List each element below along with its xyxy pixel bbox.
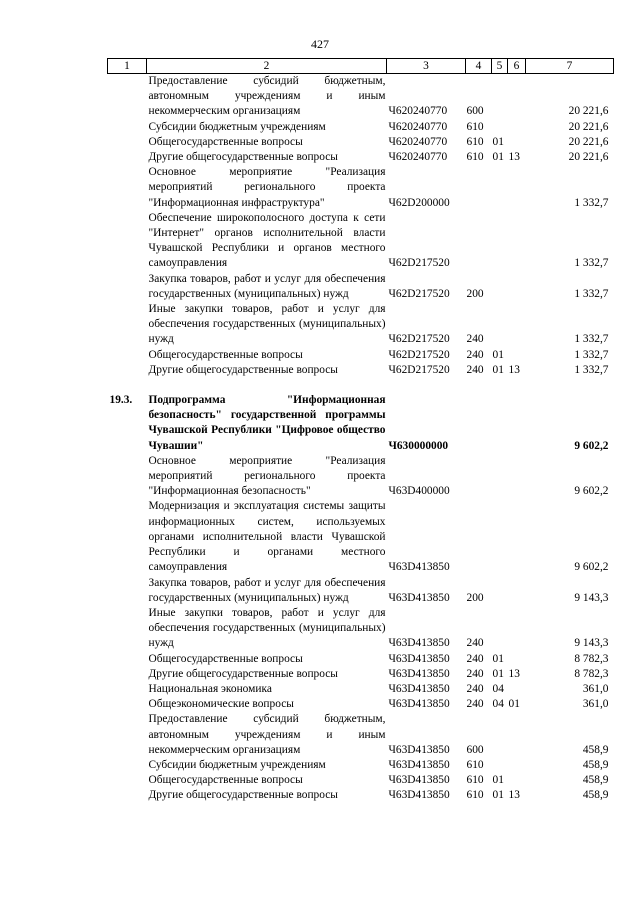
row-description: Общегосударственные вопросы xyxy=(148,348,303,361)
subsection-code xyxy=(508,135,526,150)
expense-type-code: 200 xyxy=(466,591,484,604)
row-number xyxy=(108,788,147,803)
section-spacer xyxy=(108,378,614,393)
row-description: Основное мероприятие "Реализация мероприятий регионального проекта "Информационная инфраструктура" xyxy=(148,166,386,209)
subsection-code xyxy=(508,682,526,697)
subsection-code xyxy=(508,165,526,211)
table-row xyxy=(108,150,614,165)
expense-type-code: 240 xyxy=(466,667,484,680)
table-row xyxy=(108,682,614,697)
table-row xyxy=(108,576,614,606)
section-code: 01 xyxy=(492,348,504,361)
expense-type-code: 240 xyxy=(466,363,484,376)
row-number xyxy=(108,165,147,211)
row-number xyxy=(108,652,147,667)
row-amount: 9 602,2 xyxy=(574,561,609,574)
target-article-code: Ч62D217520 xyxy=(388,257,450,270)
row-description: Общегосударственные вопросы xyxy=(148,774,303,787)
section-code: 01 xyxy=(492,135,504,148)
expense-type-code: 600 xyxy=(466,743,484,756)
row-amount: 9 602,2 xyxy=(574,485,609,498)
table-row xyxy=(108,606,614,652)
row-number xyxy=(108,499,147,575)
subsection-code: 01 xyxy=(508,698,520,711)
row-description: Обеспечение широкополосного доступа к сети "Интернет" органов исполнительной власти Чувашской Республики и органов местного самоуправления xyxy=(148,211,386,270)
table-row xyxy=(108,393,614,454)
expense-type-code: 600 xyxy=(466,105,484,118)
row-description: Другие общегосударственные вопросы xyxy=(148,789,338,802)
row-description: Другие общегосударственные вопросы xyxy=(148,151,338,164)
row-description: Иные закупки товаров, работ и услуг для обеспечения государственных (муниципальных) нужд xyxy=(148,606,386,650)
row-number xyxy=(108,667,147,682)
column-header: 1 xyxy=(108,59,147,74)
table-row xyxy=(108,667,614,682)
row-amount: 458,9 xyxy=(582,774,609,787)
row-description: Субсидии бюджетным учреждениям xyxy=(148,758,326,771)
column-header: 7 xyxy=(526,59,614,74)
subsection-code: 13 xyxy=(508,667,520,680)
target-article-code: Ч620240770 xyxy=(388,105,448,118)
row-number xyxy=(108,758,147,773)
row-description: Другие общегосударственные вопросы xyxy=(148,667,338,680)
section-code xyxy=(492,606,508,652)
spacer-cell xyxy=(108,378,614,393)
row-description: Общегосударственные вопросы xyxy=(148,652,303,665)
row-amount: 1 332,7 xyxy=(574,348,609,361)
subsection-code xyxy=(508,758,526,773)
expense-type-code: 240 xyxy=(466,652,484,665)
target-article-code: Ч620240770 xyxy=(388,151,448,164)
target-article-code: Ч63D413850 xyxy=(388,561,450,574)
section-code: 01 xyxy=(492,667,504,680)
row-amount: 458,9 xyxy=(582,758,609,771)
row-number xyxy=(108,363,147,378)
subsection-code: 13 xyxy=(508,151,520,164)
row-number xyxy=(108,120,147,135)
budget-table xyxy=(107,58,614,804)
table-row xyxy=(108,135,614,150)
column-header: 6 xyxy=(508,59,526,74)
expense-type-code: 200 xyxy=(466,287,484,300)
expense-type-code: 610 xyxy=(466,120,484,133)
section-code: 01 xyxy=(492,652,504,665)
row-amount: 458,9 xyxy=(582,743,609,756)
row-number xyxy=(108,348,147,363)
target-article-code: Ч62D217520 xyxy=(388,333,450,346)
expense-type-code: 240 xyxy=(466,637,484,650)
row-description: Модернизация и эксплуатация системы защиты информационных систем, используемых органами исполнительной власти Чувашской Республики и органами местного самоуправления xyxy=(148,500,386,574)
expense-type-code: 610 xyxy=(466,774,484,787)
target-article-code: Ч63D413850 xyxy=(388,698,450,711)
page-number: 427 xyxy=(311,37,329,51)
row-description: Закупка товаров, работ и услуг для обеспечения государственных (муниципальных) нужд xyxy=(148,576,386,604)
row-number xyxy=(108,211,147,272)
subsection-code: 13 xyxy=(508,789,520,802)
target-article-code: Ч63D413850 xyxy=(388,667,450,680)
row-description: Закупка товаров, работ и услуг для обеспечения государственных (муниципальных) нужд xyxy=(148,272,386,300)
row-description: Подпрограмма "Информационная безопасность" государственной программы Чувашской Республики "Цифровое общество Чувашии" xyxy=(148,394,386,452)
table-row xyxy=(108,758,614,773)
target-article-code: Ч63D413850 xyxy=(388,682,450,695)
table-row xyxy=(108,302,614,348)
expense-type-code: 610 xyxy=(466,151,484,164)
target-article-code: Ч63D400000 xyxy=(388,485,450,498)
row-amount: 8 782,3 xyxy=(574,652,609,665)
row-number xyxy=(108,74,147,120)
row-amount: 361,0 xyxy=(582,682,609,695)
target-article-code: Ч63D413850 xyxy=(388,758,450,771)
row-amount: 361,0 xyxy=(582,698,609,711)
section-code: 01 xyxy=(492,363,504,376)
section-code xyxy=(492,165,508,211)
target-article-code: Ч62D200000 xyxy=(388,196,450,209)
column-header: 4 xyxy=(466,59,492,74)
subsection-code xyxy=(508,74,526,120)
row-number xyxy=(108,150,147,165)
table-row xyxy=(108,773,614,788)
target-article-code: Ч62D217520 xyxy=(388,363,450,376)
section-code: 04 xyxy=(492,682,504,695)
row-description: Общеэкономические вопросы xyxy=(148,698,294,711)
target-article-code: Ч620240770 xyxy=(388,120,448,133)
row-description: Иные закупки товаров, работ и услуг для обеспечения государственных (муниципальных) нужд xyxy=(148,303,386,346)
expense-type-code: 240 xyxy=(466,348,484,361)
row-amount: 1 332,7 xyxy=(574,196,609,209)
target-article-code: Ч620240770 xyxy=(388,135,448,148)
table-row xyxy=(108,712,614,758)
subsection-code xyxy=(508,773,526,788)
column-header: 3 xyxy=(387,59,466,74)
row-amount: 1 332,7 xyxy=(574,257,609,270)
row-description: Другие общегосударственные вопросы xyxy=(148,363,338,376)
table-row xyxy=(108,697,614,712)
section-code: 01 xyxy=(492,789,504,802)
expense-type-code: 610 xyxy=(466,789,484,802)
table-row xyxy=(108,211,614,272)
row-number xyxy=(108,454,147,500)
section-code xyxy=(492,576,508,606)
expense-type-code: 240 xyxy=(466,333,484,346)
table-row xyxy=(108,272,614,302)
section-code xyxy=(492,211,508,272)
section-code xyxy=(492,454,508,500)
row-number xyxy=(108,272,147,302)
table-body xyxy=(108,74,614,804)
subsection-code xyxy=(508,302,526,348)
expense-type-code xyxy=(466,211,492,272)
section-code xyxy=(492,758,508,773)
expense-type-code xyxy=(466,454,492,500)
target-article-code: Ч63D413850 xyxy=(388,789,450,802)
target-article-code: Ч63D413850 xyxy=(388,637,450,650)
section-code xyxy=(492,393,508,454)
row-amount: 20 221,6 xyxy=(568,120,609,133)
row-amount: 1 332,7 xyxy=(574,333,609,346)
row-description: Общегосударственные вопросы xyxy=(148,135,303,148)
row-description: Предоставление субсидий бюджетным, автономным учреждениям и иным некоммерческим организациям xyxy=(148,75,386,118)
table-row xyxy=(108,74,614,120)
expense-type-code xyxy=(466,499,492,575)
section-code: 01 xyxy=(492,151,504,164)
expense-type-code: 240 xyxy=(466,682,484,695)
row-amount: 8 782,3 xyxy=(574,667,609,680)
column-header: 5 xyxy=(492,59,508,74)
target-article-code: Ч63D413850 xyxy=(388,774,450,787)
subsection-code xyxy=(508,499,526,575)
subsection-code xyxy=(508,712,526,758)
section-code xyxy=(492,120,508,135)
subsection-code xyxy=(508,454,526,500)
row-number xyxy=(108,135,147,150)
row-number xyxy=(108,712,147,758)
target-article-code: Ч630000000 xyxy=(388,439,449,452)
section-code xyxy=(492,302,508,348)
row-number xyxy=(108,576,147,606)
table-row xyxy=(108,348,614,363)
section-code: 01 xyxy=(492,774,504,787)
row-amount: 9 143,3 xyxy=(574,591,609,604)
table-row xyxy=(108,499,614,575)
table-row xyxy=(108,788,614,803)
section-code xyxy=(492,499,508,575)
table-row xyxy=(108,454,614,500)
expense-type-code: 610 xyxy=(466,135,484,148)
row-number xyxy=(108,773,147,788)
section-code xyxy=(492,712,508,758)
subsection-code xyxy=(508,606,526,652)
row-number xyxy=(108,302,147,348)
target-article-code: Ч63D413850 xyxy=(388,652,450,665)
target-article-code: Ч62D217520 xyxy=(388,287,450,300)
row-number: 19.3. xyxy=(109,394,133,407)
target-article-code: Ч62D217520 xyxy=(388,348,450,361)
row-number xyxy=(108,697,147,712)
row-amount: 9 143,3 xyxy=(574,637,609,650)
row-description: Субсидии бюджетным учреждениям xyxy=(148,120,326,133)
target-article-code: Ч63D413850 xyxy=(388,591,450,604)
section-code: 04 xyxy=(492,698,504,711)
row-description: Предоставление субсидий бюджетным, автономным учреждениям и иным некоммерческим организациям xyxy=(148,713,386,756)
section-code xyxy=(492,74,508,120)
column-number-header-row xyxy=(108,59,614,74)
table-row xyxy=(108,652,614,667)
expense-type-code: 610 xyxy=(466,758,484,771)
subsection-code xyxy=(508,393,526,454)
row-description: Основное мероприятие "Реализация мероприятий регионального проекта "Информационная безопасность" xyxy=(148,454,386,498)
table-row xyxy=(108,120,614,135)
column-header: 2 xyxy=(147,59,387,74)
row-number xyxy=(108,682,147,697)
row-amount: 9 602,2 xyxy=(574,439,609,452)
row-amount: 20 221,6 xyxy=(568,135,609,148)
subsection-code: 13 xyxy=(508,363,520,376)
subsection-code xyxy=(508,272,526,302)
section-code xyxy=(492,272,508,302)
row-amount: 1 332,7 xyxy=(574,363,609,376)
subsection-code xyxy=(508,576,526,606)
row-amount: 458,9 xyxy=(582,789,609,802)
subsection-code xyxy=(508,652,526,667)
expense-type-code xyxy=(466,393,492,454)
table-row xyxy=(108,363,614,378)
expense-type-code: 240 xyxy=(466,698,484,711)
subsection-code xyxy=(508,348,526,363)
row-number xyxy=(108,606,147,652)
subsection-code xyxy=(508,211,526,272)
row-amount: 1 332,7 xyxy=(574,287,609,300)
table-row xyxy=(108,165,614,211)
expense-type-code xyxy=(466,165,492,211)
row-amount: 20 221,6 xyxy=(568,105,609,118)
row-amount: 20 221,6 xyxy=(568,151,609,164)
subsection-code xyxy=(508,120,526,135)
target-article-code: Ч63D413850 xyxy=(388,743,450,756)
row-description: Национальная экономика xyxy=(148,682,272,695)
